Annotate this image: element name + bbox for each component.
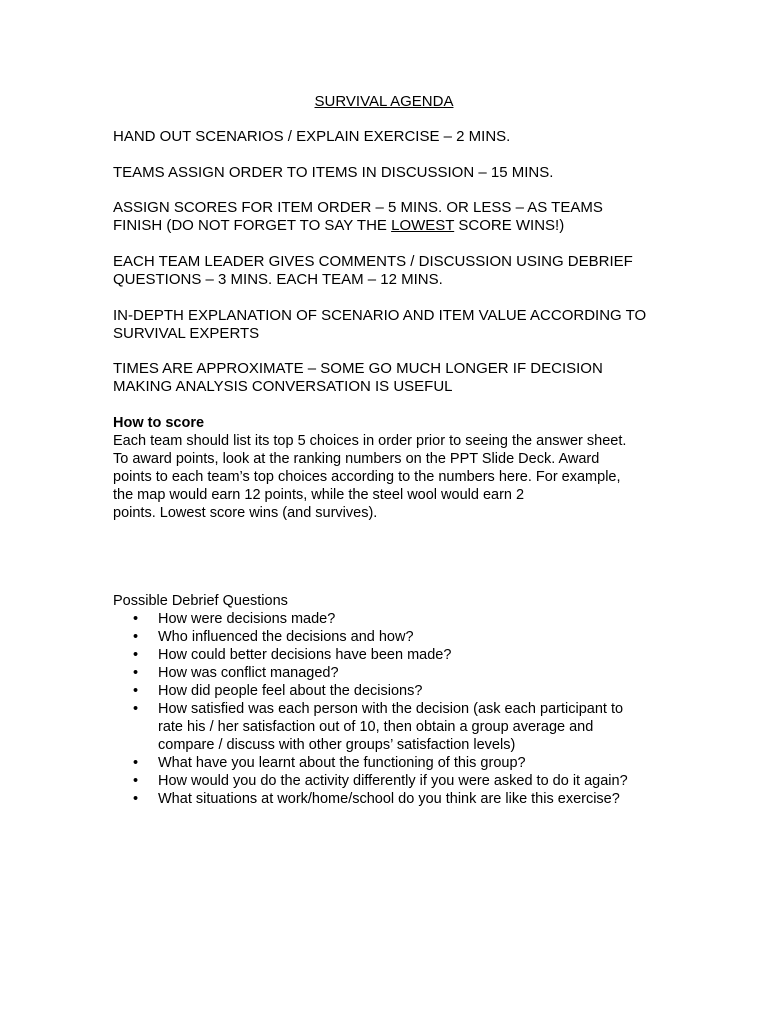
debrief-question-item <box>113 664 673 682</box>
debrief-question-text: How did people feel about the decisions? <box>158 683 423 699</box>
debrief-question-item <box>113 790 673 808</box>
bullet-icon: • <box>133 611 139 627</box>
debrief-question-item <box>113 628 673 646</box>
debrief-question-text: What situations at work/home/school do you think are like this exercise? <box>158 791 620 807</box>
debrief-question-text: How could better decisions have been made? <box>158 647 452 663</box>
bullet-icon: • <box>133 683 139 699</box>
agenda-item-2-text: TEAMS ASSIGN ORDER TO ITEMS IN DISCUSSION – 15 MINS. <box>113 164 554 181</box>
scoring-line-4: the map would earn 12 points, while the steel wool would earn 2 <box>113 487 525 503</box>
agenda-item-3-line-2 <box>113 217 673 235</box>
debrief-question-item <box>113 772 673 790</box>
scoring-line-2: To award points, look at the ranking numbers on the PPT Slide Deck. Award <box>113 451 600 467</box>
bullet-icon: • <box>133 755 139 771</box>
debrief-question-item <box>113 754 673 772</box>
debrief-question-list <box>113 610 673 808</box>
agenda-item-5 <box>113 307 673 343</box>
scoring-line-1: Each team should list its top 5 choices in order prior to seeing the answer sheet. <box>113 433 627 449</box>
agenda-item-4-line-1: EACH TEAM LEADER GIVES COMMENTS / DISCUSSION USING DEBRIEF <box>113 253 633 270</box>
agenda-item-6-line-1: TIMES ARE APPROXIMATE – SOME GO MUCH LONGER IF DECISION <box>113 360 603 377</box>
bullet-icon: • <box>133 647 139 663</box>
debrief-question-text: How was conflict managed? <box>158 665 339 681</box>
agenda-item-2 <box>113 164 673 182</box>
debrief-question-text: How would you do the activity differently if you were asked to do it again? <box>158 773 628 789</box>
agenda-item-3-line-2-pre: FINISH (DO NOT FORGET TO SAY THE <box>113 217 392 234</box>
debrief-question-item <box>113 700 673 754</box>
debrief-question-text: How were decisions made? <box>158 611 336 627</box>
debrief-question-text: Who influenced the decisions and how? <box>158 629 414 645</box>
bullet-icon: • <box>133 791 139 807</box>
debrief-question-item <box>113 646 673 664</box>
debrief-question-text: rate his / her satisfaction out of 10, then obtain a group average and <box>158 719 594 735</box>
scoring-section <box>113 414 673 522</box>
agenda-item-6-line-2: MAKING ANALYSIS CONVERSATION IS USEFUL <box>113 378 453 395</box>
agenda-item-5-line-1: IN-DEPTH EXPLANATION OF SCENARIO AND ITEM VALUE ACCORDING TO <box>113 307 647 324</box>
debrief-question-text: compare / discuss with other groups’ satisfaction levels) <box>158 737 516 753</box>
bullet-icon: • <box>133 773 139 789</box>
bullet-icon: • <box>133 629 139 645</box>
agenda-item-3-line-2-post: SCORE WINS!) <box>454 217 565 234</box>
agenda-item-6 <box>113 360 673 396</box>
agenda-item-5-line-2: SURVIVAL EXPERTS <box>113 325 260 342</box>
agenda-item-4 <box>113 253 673 289</box>
bullet-icon: • <box>133 701 139 717</box>
debrief-question-text: What have you learnt about the functioning of this group? <box>158 755 526 771</box>
page-title: SURVIVAL AGENDA <box>314 93 454 110</box>
debrief-heading-block <box>113 592 673 610</box>
debrief-question-text: How satisfied was each person with the decision (ask each participant to <box>158 701 624 717</box>
agenda-item-3-line-1: ASSIGN SCORES FOR ITEM ORDER – 5 MINS. OR LESS – AS TEAMS <box>113 199 603 216</box>
lowest-emphasis: LOWEST <box>391 217 455 234</box>
debrief-heading: Possible Debrief Questions <box>113 593 288 609</box>
bullet-icon: • <box>133 665 139 681</box>
debrief-question-item <box>113 610 673 628</box>
agenda-item-1 <box>113 128 673 146</box>
scoring-line-5: points. Lowest score wins (and survives). <box>113 505 378 521</box>
debrief-question-item <box>113 682 673 700</box>
scoring-line-3: points to each team’s top choices according to the numbers here. For example, <box>113 469 621 485</box>
scoring-heading: How to score <box>113 415 205 431</box>
agenda-item-1-text: HAND OUT SCENARIOS / EXPLAIN EXERCISE – 2 MINS. <box>113 128 511 145</box>
agenda-item-4-line-2: QUESTIONS – 3 MINS. EACH TEAM – 12 MINS. <box>113 271 443 288</box>
agenda-item-3 <box>113 199 673 235</box>
